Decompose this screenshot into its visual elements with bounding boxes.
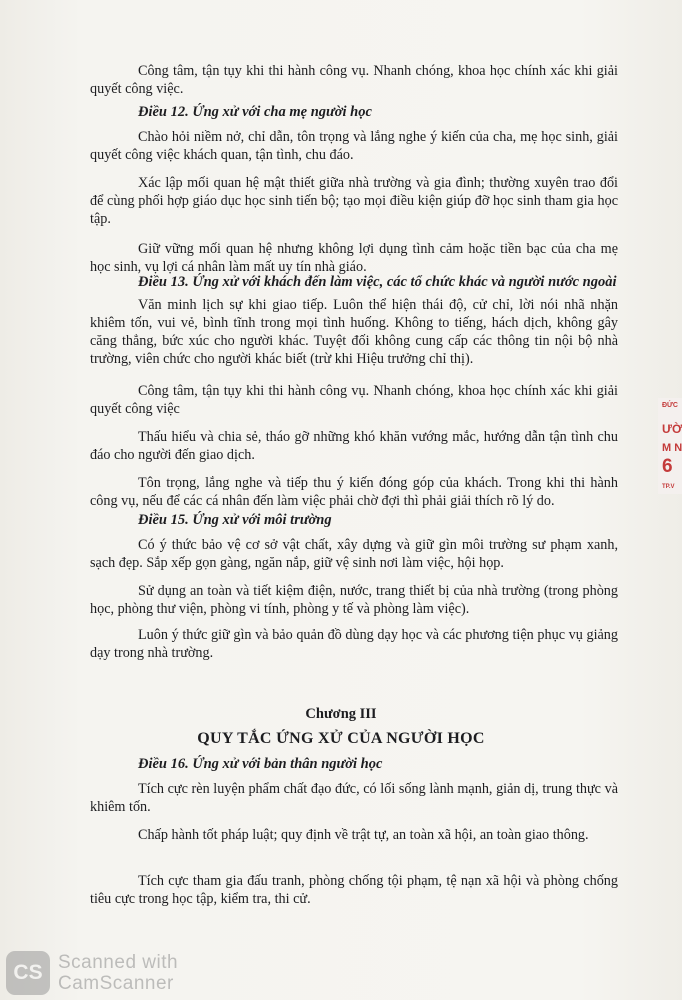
paragraph: Sử dụng an toàn và tiết kiệm điện, nước, trang thiết bị của nhà trường (trong phòng học, phòng thư viện, phòng vi tính, phòng y tế và phòng làm việc). bbox=[90, 583, 618, 617]
paragraph: Chào hỏi niềm nở, chỉ dẫn, tôn trọng và lắng nghe ý kiến của cha, mẹ học sinh, giải quyết công việc khách quan, tận tình, chu đáo. bbox=[90, 129, 618, 163]
paragraph: Công tâm, tận tụy khi thi hành công vụ. Nhanh chóng, khoa học chính xác khi giải quyết công việc. bbox=[90, 63, 618, 97]
margin-bleed-tab bbox=[658, 398, 682, 494]
paragraph: Chấp hành tốt pháp luật; quy định về trật tự, an toàn xã hội, an toàn giao thông. bbox=[138, 827, 589, 843]
paragraph: Tích cực rèn luyện phẩm chất đạo đức, có lối sống lành mạnh, giản dị, trung thực và khiêm tốn. bbox=[90, 781, 618, 815]
article-15-heading: Điều 15. Ứng xử với môi trường bbox=[138, 512, 332, 528]
margin-text: ƯỜ bbox=[662, 422, 682, 436]
paragraph: Xác lập mối quan hệ mật thiết giữa nhà trường và gia đình; thường xuyên trao đổi để cùng phối hợp giáo dục học sinh tiến bộ; tạo mọi điều kiện giúp đỡ học sinh tham gia học tập. bbox=[90, 175, 618, 227]
watermark-line: CamScanner bbox=[58, 973, 174, 994]
chapter-title: QUY TẮC ỨNG XỬ CỦA NGƯỜI HỌC bbox=[197, 730, 485, 747]
chapter-label: Chương III bbox=[305, 706, 377, 722]
margin-text: M N bbox=[662, 442, 682, 454]
camscanner-watermark bbox=[6, 950, 178, 996]
paragraph: Công tâm, tận tụy khi thi hành công vụ. Nhanh chóng, khoa học chính xác khi giải quyết công việc bbox=[90, 383, 618, 417]
paragraph: Luôn ý thức giữ gìn và bảo quản đồ dùng dạy học và các phương tiện phục vụ giảng dạy trong nhà trường. bbox=[90, 627, 618, 661]
margin-text: ĐỨC bbox=[662, 402, 678, 409]
paragraph: Giữ vững mối quan hệ nhưng không lợi dụng tình cảm hoặc tiền bạc của cha mẹ học sinh, vụ lợi cá nhân làm mất uy tín nhà giáo. bbox=[90, 241, 618, 275]
paragraph: Có ý thức bảo vệ cơ sở vật chất, xây dựng và giữ gìn môi trường sư phạm xanh, sạch đẹp. Sắp xếp gọn gàng, ngăn nắp, giữ vệ sinh nơi làm việc, hội họp. bbox=[90, 537, 618, 571]
watermark-text bbox=[58, 952, 178, 994]
paragraph: Thấu hiểu và chia sẻ, tháo gỡ những khó khăn vướng mắc, hướng dẫn tận tình chu đáo cho người đến giao dịch. bbox=[90, 429, 618, 463]
watermark-line: Scanned with bbox=[58, 952, 179, 973]
article-13-heading: Điều 13. Ứng xử với khách đến làm việc, các tổ chức khác và người nước ngoài bbox=[138, 274, 617, 290]
paragraph: Văn minh lịch sự khi giao tiếp. Luôn thể hiện thái độ, cử chỉ, lời nói nhã nhặn khiêm tốn, vui vẻ, bình tĩnh trong mọi tình huống. Không to tiếng, hách dịch, không gây căng thẳng, bức xúc cho người khác. Tuyệt đối không cung cấp các thông tin nội bộ nhà trường, viên chức cho người khác biết (trừ khi Hiệu trưởng chỉ thị). bbox=[90, 297, 618, 367]
article-12-heading: Điều 12. Ứng xử với cha mẹ người học bbox=[138, 104, 372, 120]
paragraph: Tích cực tham gia đấu tranh, phòng chống tội phạm, tệ nạn xã hội và phòng chống tiêu cực trong học tập, kiểm tra, thi cử. bbox=[90, 873, 618, 907]
margin-text: TP.V bbox=[662, 484, 675, 490]
article-16-heading: Điều 16. Ứng xử với bản thân người học bbox=[138, 756, 383, 772]
paragraph: Tôn trọng, lắng nghe và tiếp thu ý kiến đóng góp của khách. Trong khi thi hành công vụ, nếu để các cá nhân đến làm việc phải chờ đợi thì phải giải thích rõ lý do. bbox=[90, 475, 618, 509]
camscanner-logo-icon: CS bbox=[6, 951, 50, 995]
margin-text: 6 bbox=[662, 456, 673, 477]
